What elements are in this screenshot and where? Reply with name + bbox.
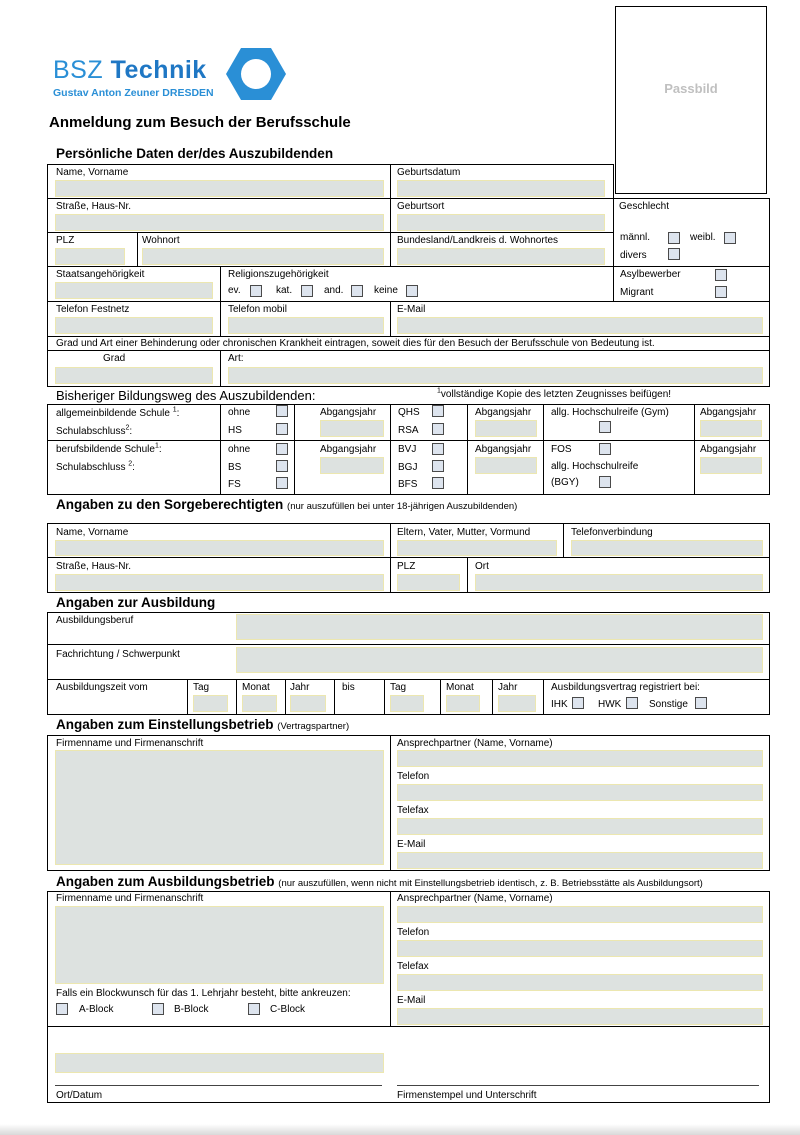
label-occupation: Ausbildungsberuf — [56, 615, 134, 626]
checkbox-voc-bgj[interactable] — [432, 460, 444, 472]
label-grade: Grad — [103, 353, 126, 364]
label-period-from: Ausbildungszeit vom — [56, 682, 148, 693]
heading-guardians: Angaben zu den Sorgeberechtigten (nur auszufüllen bei unter 18-jährigen Auszubildenden) — [56, 497, 518, 512]
label-gen-rsa: RSA — [398, 425, 419, 436]
label-phone: Telefon Festnetz — [56, 304, 130, 315]
label-rel-ev: ev. — [228, 285, 241, 296]
input-mobile[interactable] — [228, 317, 384, 334]
input-from-year[interactable] — [290, 695, 326, 712]
input-kind[interactable] — [228, 367, 763, 384]
input-voc-abgangsjahr[interactable] — [320, 457, 384, 474]
input-guardian-relation[interactable] — [397, 540, 557, 556]
label-guardian-relation: Eltern, Vater, Mutter, Vormund — [397, 527, 531, 538]
input-to-day[interactable] — [390, 695, 424, 712]
label-specialization: Fachrichtung / Schwerpunkt — [56, 649, 180, 660]
label-tc-company: Firmenname und Firmenanschrift — [56, 893, 204, 904]
label-ihk: IHK — [551, 699, 568, 710]
input-employer-contact[interactable] — [397, 750, 763, 767]
checkbox-gen-hs[interactable] — [276, 423, 288, 435]
education-note: $^1$vollständige Kopie des letzten Zeugnisses beifügen! — [437, 387, 672, 400]
input-gen-abgangsjahr[interactable] — [320, 420, 384, 437]
label-guardian-name: Name, Vorname — [56, 527, 129, 538]
passport-photo-box[interactable] — [615, 6, 767, 194]
checkbox-abitur-gym[interactable] — [599, 421, 611, 433]
label-vocational-school: berufsbildende Schule$^1$: — [56, 442, 162, 455]
logo-subtitle: Gustav Anton Zeuner DRESDEN — [53, 87, 214, 99]
form-title: Anmeldung zum Besuch der Berufsschule — [49, 114, 351, 131]
label-to-year: Jahr — [498, 682, 518, 693]
checkbox-rel-and[interactable] — [351, 285, 363, 297]
input-plz[interactable] — [55, 248, 125, 265]
label-employer-fax: Telefax — [397, 805, 429, 816]
label-asylum: Asylbewerber — [620, 269, 681, 280]
input-employer-fax[interactable] — [397, 818, 763, 835]
label-general-school: allgemeinbildende Schule $^1$: — [56, 406, 180, 419]
label-registered: Ausbildungsvertrag registriert bei: — [551, 682, 700, 693]
checkbox-gender-m[interactable] — [668, 232, 680, 244]
label-abitur-gym: allg. Hochschulreife (Gym) — [551, 407, 669, 418]
label-tc-phone: Telefon — [397, 927, 430, 938]
checkbox-block-b[interactable] — [152, 1003, 164, 1015]
label-state: Bundesland/Landkreis d. Wohnortes — [397, 235, 559, 246]
input-guardian-plz[interactable] — [397, 574, 460, 591]
label-hwk: HWK — [598, 699, 622, 710]
input-employer-phone[interactable] — [397, 784, 763, 801]
label-block-a: A-Block — [79, 1004, 114, 1015]
input-city[interactable] — [142, 248, 384, 265]
input-tc-company[interactable] — [55, 906, 384, 984]
heading-education: Bisheriger Bildungsweg des Auszubildenden: — [56, 388, 316, 403]
input-guardian-name[interactable] — [55, 540, 384, 556]
label-voc-fos: FOS — [551, 444, 572, 455]
label-street: Straße, Haus-Nr. — [56, 201, 132, 212]
label-guardian-city: Ort — [475, 561, 489, 572]
label-rel-keine: keine — [374, 285, 398, 296]
label-gen-abgangsjahr-3: Abgangsjahr — [700, 407, 757, 418]
label-voc-abgangsjahr-2: Abgangsjahr — [475, 444, 532, 455]
label-abitur-bgy-1: allg. Hochschulreife — [551, 461, 639, 472]
label-mobile: Telefon mobil — [228, 304, 287, 315]
input-voc-abgangsjahr-3[interactable] — [700, 457, 762, 474]
label-guardian-plz: PLZ — [397, 561, 416, 572]
checkbox-block-c[interactable] — [248, 1003, 260, 1015]
input-birthdate[interactable] — [397, 180, 605, 197]
input-employer-company[interactable] — [55, 750, 384, 865]
input-gen-abgangsjahr-3[interactable] — [700, 420, 762, 437]
passport-photo-label: Passbild — [664, 81, 718, 96]
label-gen-hs: HS — [228, 425, 242, 436]
input-guardian-phone[interactable] — [571, 540, 763, 556]
input-voc-abgangsjahr-2[interactable] — [475, 457, 537, 474]
checkbox-gen-rsa[interactable] — [432, 423, 444, 435]
checkbox-voc-ohne[interactable] — [276, 443, 288, 455]
input-tc-contact[interactable] — [397, 906, 763, 923]
input-specialization[interactable] — [236, 647, 763, 673]
label-to: bis — [342, 682, 355, 693]
input-from-day[interactable] — [193, 695, 228, 712]
label-employer-phone: Telefon — [397, 771, 430, 782]
label-from-day: Tag — [193, 682, 210, 693]
label-certificate-1: Schulabschluss$^2$: — [56, 424, 133, 437]
label-gen-abgangsjahr-2: Abgangsjahr — [475, 407, 532, 418]
hexnut-icon — [225, 46, 287, 102]
input-tc-fax[interactable] — [397, 974, 763, 991]
label-voc-fs: FS — [228, 479, 241, 490]
input-occupation[interactable] — [236, 614, 763, 640]
checkbox-gen-qhs[interactable] — [432, 405, 444, 417]
label-gender: Geschlecht — [619, 201, 670, 212]
label-employer-email: E-Mail — [397, 839, 426, 850]
label-abitur-bgy-2: (BGY) — [551, 477, 579, 488]
checkbox-other[interactable] — [695, 697, 707, 709]
label-disability-note: Grad und Art einer Behinderung oder chronischen Krankheit eintragen, soweit dies für den Besuch der Berufsschule von Bedeutung ist. — [56, 338, 655, 349]
checkbox-voc-fs[interactable] — [276, 477, 288, 489]
input-to-month[interactable] — [446, 695, 480, 712]
label-email: E-Mail — [397, 304, 426, 315]
heading-employer: Angaben zum Einstellungsbetrieb (Vertragspartner) — [56, 717, 350, 732]
label-voc-bgj: BGJ — [398, 462, 418, 473]
checkbox-voc-bvj[interactable] — [432, 443, 444, 455]
label-gen-qhs: QHS — [398, 407, 420, 418]
label-voc-ohne: ohne — [228, 444, 251, 455]
label-from-month: Monat — [242, 682, 270, 693]
label-block-b: B-Block — [174, 1004, 209, 1015]
input-birthplace[interactable] — [397, 214, 605, 231]
input-gen-abgangsjahr-2[interactable] — [475, 420, 537, 437]
label-gender-m: männl. — [620, 232, 651, 243]
label-voc-abgangsjahr-3: Abgangsjahr — [700, 444, 757, 455]
logo-bsz: BSZ — [53, 56, 104, 84]
heading-personal: Persönliche Daten der/des Auszubildenden — [56, 146, 334, 161]
label-employer-company: Firmenname und Firmenanschrift — [56, 738, 204, 749]
input-grade[interactable] — [55, 367, 213, 384]
input-state[interactable] — [397, 248, 605, 265]
checkbox-abitur-bgy[interactable] — [599, 476, 611, 488]
input-tc-phone[interactable] — [397, 940, 763, 957]
label-birthdate: Geburtsdatum — [397, 167, 461, 178]
logo-technik: Technik — [110, 56, 207, 84]
label-birthplace: Geburtsort — [397, 201, 445, 212]
label-city: Wohnort — [142, 235, 180, 246]
input-name[interactable] — [55, 180, 384, 197]
checkbox-block-a[interactable] — [56, 1003, 68, 1015]
checkbox-ihk[interactable] — [572, 697, 584, 709]
label-plz: PLZ — [56, 235, 75, 246]
label-rel-and: and. — [324, 285, 344, 296]
label-gen-ohne: ohne — [228, 407, 251, 418]
heading-training-company: Angaben zum Ausbildungsbetrieb (nur auszufüllen, wenn nicht mit Einstellungsbetrieb identisch, z. B. Betriebsstätte als Ausbildungsort) — [56, 874, 703, 889]
label-gender-d: divers — [620, 250, 647, 261]
school-logo — [53, 46, 293, 106]
checkbox-gen-ohne[interactable] — [276, 405, 288, 417]
label-voc-bvj: BVJ — [398, 444, 417, 455]
label-to-month: Monat — [446, 682, 474, 693]
checkbox-gender-d[interactable] — [668, 248, 680, 260]
label-certificate-2: Schulabschluss $^2$: — [56, 460, 135, 473]
label-block-wish: Falls ein Blockwunsch für das 1. Lehrjahr besteht, bitte ankreuzen: — [56, 988, 351, 999]
input-nationality[interactable] — [55, 282, 213, 299]
label-voc-bs: BS — [228, 462, 242, 473]
label-guardian-phone: Telefonverbindung — [571, 527, 653, 538]
input-place-date[interactable] — [55, 1053, 384, 1073]
label-tc-email: E-Mail — [397, 995, 426, 1006]
label-to-day: Tag — [390, 682, 407, 693]
input-street[interactable] — [55, 214, 384, 231]
checkbox-gender-w[interactable] — [724, 232, 736, 244]
label-stamp-signature: Firmenstempel und Unterschrift — [397, 1090, 537, 1101]
checkbox-rel-keine[interactable] — [406, 285, 418, 297]
label-tc-fax: Telefax — [397, 961, 429, 972]
checkbox-rel-ev[interactable] — [250, 285, 262, 297]
checkbox-asylum[interactable] — [715, 269, 727, 281]
input-from-month[interactable] — [242, 695, 277, 712]
checkbox-rel-kat[interactable] — [301, 285, 313, 297]
checkbox-voc-bs[interactable] — [276, 460, 288, 472]
input-phone[interactable] — [55, 317, 213, 334]
input-guardian-street[interactable] — [55, 574, 384, 591]
label-block-c: C-Block — [270, 1004, 306, 1015]
label-name: Name, Vorname — [56, 167, 129, 178]
checkbox-migrant[interactable] — [715, 286, 727, 298]
label-kind: Art: — [228, 353, 244, 364]
input-tc-email[interactable] — [397, 1008, 763, 1025]
label-voc-abgangsjahr: Abgangsjahr — [320, 444, 377, 455]
input-email[interactable] — [397, 317, 763, 334]
label-nationality: Staatsangehörigkeit — [56, 269, 145, 280]
input-employer-email[interactable] — [397, 852, 763, 869]
label-migrant: Migrant — [620, 287, 654, 298]
label-rel-kat: kat. — [276, 285, 293, 296]
label-other: Sonstige — [649, 699, 688, 710]
label-from-year: Jahr — [290, 682, 310, 693]
input-guardian-city[interactable] — [475, 574, 763, 591]
label-gen-abgangsjahr: Abgangsjahr — [320, 407, 377, 418]
checkbox-voc-fos[interactable] — [599, 443, 611, 455]
label-tc-contact: Ansprechpartner (Name, Vorname) — [397, 893, 553, 904]
label-place-date: Ort/Datum — [56, 1090, 103, 1101]
label-employer-contact: Ansprechpartner (Name, Vorname) — [397, 738, 553, 749]
heading-training: Angaben zur Ausbildung — [56, 595, 216, 610]
label-religion: Religionszugehörigkeit — [228, 269, 329, 280]
label-voc-bfs: BFS — [398, 479, 418, 490]
label-gender-w: weibl. — [690, 232, 716, 243]
label-guardian-street: Straße, Haus-Nr. — [56, 561, 132, 572]
checkbox-voc-bfs[interactable] — [432, 477, 444, 489]
page-bottom-edge — [0, 1124, 800, 1135]
checkbox-hwk[interactable] — [626, 697, 638, 709]
input-to-year[interactable] — [498, 695, 536, 712]
